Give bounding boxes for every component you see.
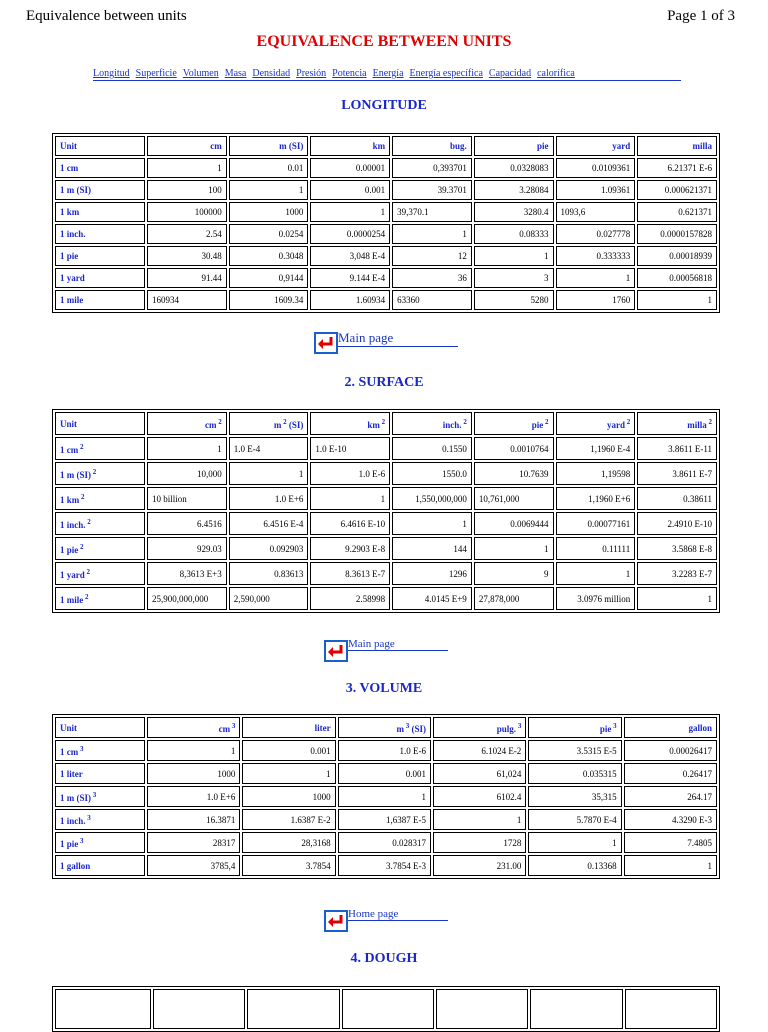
table-cell: 0.001 (310, 180, 390, 200)
table-cell: 1000 (229, 202, 309, 222)
table-cell: 1760 (556, 290, 636, 310)
table-cell: 0.092903 (229, 537, 309, 560)
table-cell: 3.28084 (474, 180, 554, 200)
table-cell: 3.2283 E-7 (637, 562, 717, 585)
table-cell: 28,3168 (242, 832, 335, 853)
table-cell: 1 (392, 224, 472, 244)
return-arrow-icon[interactable] (324, 910, 348, 932)
table-cell: 100 (147, 180, 227, 200)
home-page-link[interactable] (324, 908, 448, 932)
row-label: 1 yard (55, 268, 145, 288)
table-cell: 8,3613 E+3 (147, 562, 227, 585)
row-label: 1 mile (55, 290, 145, 310)
table-cell: 3.5868 E-8 (637, 537, 717, 560)
table-cell: 1728 (433, 832, 526, 853)
table-cell: 6.1024 E-2 (433, 740, 526, 761)
table-cell: 100000 (147, 202, 227, 222)
table-cell: 1 (392, 512, 472, 535)
column-header: yard (556, 136, 636, 156)
table-cell: 1 (147, 158, 227, 178)
main-page-link-2[interactable] (324, 638, 448, 662)
table-row (55, 562, 717, 585)
nav-link[interactable]: Longitud (93, 68, 130, 79)
table-cell: 6.21371 E-6 (637, 158, 717, 178)
table-cell: 0,9144 (229, 268, 309, 288)
row-label: 1 gallon (55, 855, 145, 876)
table-cell: 1.0 E+6 (147, 786, 240, 807)
column-header: pie $^2$ (474, 412, 554, 435)
section-title-dough: 4. DOUGH (350, 951, 418, 966)
row-label: 1 inch. $^2$ (55, 512, 145, 535)
table-header-row (55, 717, 717, 738)
table-cell: 0.83613 (229, 562, 309, 585)
table-cell: 0.333333 (556, 246, 636, 266)
table-cell: 0.1550 (392, 437, 472, 460)
table-cell: 0.00026417 (624, 740, 717, 761)
column-header: km $^2$ (310, 412, 390, 435)
table-cell: 27,878,000 (474, 587, 554, 610)
nav-link[interactable]: Superficie (135, 68, 177, 79)
nav-link[interactable]: Densidad (252, 68, 291, 79)
table-cell: 2,590,000 (229, 587, 309, 610)
column-header: yard $^2$ (556, 412, 636, 435)
table-cell: 1 (556, 562, 636, 585)
row-label: 1 mile $^2$ (55, 587, 145, 610)
table-cell: 1609.34 (229, 290, 309, 310)
table-cell: 0.028317 (338, 832, 431, 853)
table-cell: 1 (637, 290, 717, 310)
row-label: 1 cm $^3$ (55, 740, 145, 761)
table-cell: 2.54 (147, 224, 227, 244)
table-cell: 2.4910 E-10 (637, 512, 717, 535)
table-cell: 3.8611 E-7 (637, 462, 717, 485)
table-cell: 1 (474, 537, 554, 560)
table-row (55, 763, 717, 784)
document-title: Equivalence between units (26, 8, 187, 24)
column-header: liter (242, 717, 335, 738)
table-cell: 3785,4 (147, 855, 240, 876)
nav-link[interactable]: calorífica (537, 68, 575, 79)
table-cell: 0.00056818 (637, 268, 717, 288)
table-cell: 7.4805 (624, 832, 717, 853)
table-cell: 25,900,000,000 (147, 587, 227, 610)
column-header: m $^2$ (SI) (229, 412, 309, 435)
table-cell: 0.3048 (229, 246, 309, 266)
column-header: cm $^3$ (147, 717, 240, 738)
table-cell: 0.0010764 (474, 437, 554, 460)
table-cell: 1,550,000,000 (392, 487, 472, 510)
column-header: m $^3$ (SI) (338, 717, 431, 738)
table-cell: 4.0145 E+9 (392, 587, 472, 610)
main-page-label[interactable]: Main page (348, 638, 448, 651)
table-cell: 10 billion (147, 487, 227, 510)
table-cell: 10.7639 (474, 462, 554, 485)
table-cell: 9 (474, 562, 554, 585)
table-cell: 1,19598 (556, 462, 636, 485)
table-cell: 1 (229, 180, 309, 200)
table-cell: 0.0000157828 (637, 224, 717, 244)
table-cell: 0.26417 (624, 763, 717, 784)
column-header: cm (147, 136, 227, 156)
table-cell: 3,048 E-4 (310, 246, 390, 266)
table-cell: 35,315 (528, 786, 621, 807)
table-cell: 6102.4 (433, 786, 526, 807)
table-cell: 2.58998 (310, 587, 390, 610)
surface-table (52, 409, 720, 613)
table-cell: 231.00 (433, 855, 526, 876)
nav-links (93, 68, 681, 81)
table-cell: 39,370.1 (392, 202, 472, 222)
table-cell: 0.13368 (528, 855, 621, 876)
table-cell: 1,6387 E-5 (338, 809, 431, 830)
table-cell: 1 (147, 740, 240, 761)
table-cell: 5280 (474, 290, 554, 310)
table-row (55, 437, 717, 460)
table-cell: 10,761,000 (474, 487, 554, 510)
table-cell: 1 (310, 202, 390, 222)
column-header: cm $^2$ (147, 412, 227, 435)
column-header: Unit (55, 412, 145, 435)
table-cell: 6.4516 (147, 512, 227, 535)
table-cell: 12 (392, 246, 472, 266)
table-cell: 0.38611 (637, 487, 717, 510)
row-label: 1 inch. (55, 224, 145, 244)
table-cell: 0.00018939 (637, 246, 717, 266)
nav-link[interactable]: Energía (372, 68, 404, 79)
section-title-longitude: LONGITUDE (341, 98, 427, 113)
table-cell: 3.7854 E-3 (338, 855, 431, 876)
table-row (55, 268, 717, 288)
table-row (55, 462, 717, 485)
table-cell: 61,024 (433, 763, 526, 784)
table-cell: 28317 (147, 832, 240, 853)
nav-link[interactable]: Potencia (332, 68, 367, 79)
table-cell: 3.8611 E-11 (637, 437, 717, 460)
table-row (55, 246, 717, 266)
table-row (55, 487, 717, 510)
table-cell: 16.3871 (147, 809, 240, 830)
page-header (26, 8, 735, 25)
table-cell: 1.09361 (556, 180, 636, 200)
table-cell: 1.6387 E-2 (242, 809, 335, 830)
table-cell: 1.60934 (310, 290, 390, 310)
table-cell: 1 (147, 437, 227, 460)
table-row (55, 512, 717, 535)
table-cell: 91.44 (147, 268, 227, 288)
table-cell: 1 (556, 268, 636, 288)
table-cell: 0.000621371 (637, 180, 717, 200)
section-title-volume: 3. VOLUME (345, 681, 423, 696)
table-cell: 0.001 (242, 740, 335, 761)
table-row (55, 180, 717, 200)
table-cell: 1 (528, 832, 621, 853)
table-header-row (55, 136, 717, 156)
table-cell: 6.4616 E-10 (310, 512, 390, 535)
table-header-row (55, 412, 717, 435)
table-row (55, 855, 717, 876)
table-cell: 36 (392, 268, 472, 288)
nav-link[interactable]: Masa (224, 68, 247, 79)
volume-table (52, 714, 720, 879)
table-cell: 3.5315 E-5 (528, 740, 621, 761)
column-header: pie $^3$ (528, 717, 621, 738)
column-header: Unit (55, 136, 145, 156)
table-cell: 1,1960 E+6 (556, 487, 636, 510)
longitude-table (52, 133, 720, 313)
table-cell: 1.0 E-6 (338, 740, 431, 761)
table-cell: 3.0976 million (556, 587, 636, 610)
column-header: m (SI) (229, 136, 309, 156)
table-cell: 0.027778 (556, 224, 636, 244)
table-cell: 0.0109361 (556, 158, 636, 178)
table-cell: 1,1960 E-4 (556, 437, 636, 460)
table-row (55, 786, 717, 807)
table-row (55, 202, 717, 222)
table-cell: 1 (242, 763, 335, 784)
table-cell: 0.0069444 (474, 512, 554, 535)
table-row (55, 537, 717, 560)
row-label: 1 m (SI) $^2$ (55, 462, 145, 485)
home-page-label[interactable]: Home page (348, 908, 448, 921)
dough-table (52, 986, 720, 1032)
row-label: 1 km $^2$ (55, 487, 145, 510)
table-cell: 5.7870 E-4 (528, 809, 621, 830)
table-cell: 9.2903 E-8 (310, 537, 390, 560)
table-cell: 1.0 E+6 (229, 487, 309, 510)
table-cell: 3.7854 (242, 855, 335, 876)
column-header: inch. $^2$ (392, 412, 472, 435)
column-header: km (310, 136, 390, 156)
table-row (55, 740, 717, 761)
table-cell: 0.0328083 (474, 158, 554, 178)
table-cell: 6.4516 E-4 (229, 512, 309, 535)
table-cell: 1 (229, 462, 309, 485)
table-cell: 1 (474, 246, 554, 266)
table-cell: 1550.0 (392, 462, 472, 485)
table-cell: 0,393701 (392, 158, 472, 178)
table-cell: 3 (474, 268, 554, 288)
table-cell: 30.48 (147, 246, 227, 266)
table-row (55, 809, 717, 830)
table-cell: 3280.4 (474, 202, 554, 222)
return-arrow-icon[interactable] (314, 332, 338, 354)
table-cell: 1 (637, 587, 717, 610)
column-header: pulg. $^3$ (433, 717, 526, 738)
table-cell: 1 (433, 809, 526, 830)
main-page-link-1[interactable] (314, 330, 458, 354)
table-cell: 264.17 (624, 786, 717, 807)
nav-link[interactable]: Capacidad (488, 68, 532, 79)
nav-link[interactable]: Presión (296, 68, 327, 79)
table-cell: 0.01 (229, 158, 309, 178)
table-cell: 0.00001 (310, 158, 390, 178)
column-header: milla (637, 136, 717, 156)
table-cell: 1 (310, 487, 390, 510)
row-label: 1 liter (55, 763, 145, 784)
table-row (55, 587, 717, 610)
table-row (55, 832, 717, 853)
table-cell: 8.3613 E-7 (310, 562, 390, 585)
table-row (55, 158, 717, 178)
table-cell: 1 (624, 855, 717, 876)
table-cell: 9.144 E-4 (310, 268, 390, 288)
column-header: milla $^2$ (637, 412, 717, 435)
table-cell: 0.035315 (528, 763, 621, 784)
table-cell: 160934 (147, 290, 227, 310)
return-arrow-icon[interactable] (324, 640, 348, 662)
table-cell: 1.0 E-10 (310, 437, 390, 460)
table-cell: 0.621371 (637, 202, 717, 222)
table-cell: 1000 (242, 786, 335, 807)
table-cell: 1296 (392, 562, 472, 585)
table-cell: 10,000 (147, 462, 227, 485)
page-number: Page 1 of 3 (667, 8, 735, 24)
row-label: 1 inch. $^3$ (55, 809, 145, 830)
nav-link[interactable]: Volumen (182, 68, 219, 79)
nav-link[interactable]: Energía específica (409, 68, 483, 79)
row-label: 1 km (55, 202, 145, 222)
table-cell: 0.0000254 (310, 224, 390, 244)
table-cell: 63360 (392, 290, 472, 310)
table-cell: 1000 (147, 763, 240, 784)
table-cell: 0.001 (338, 763, 431, 784)
table-cell: 929.03 (147, 537, 227, 560)
table-cell: 0.0254 (229, 224, 309, 244)
table-cell: 1093,6 (556, 202, 636, 222)
table-cell: 39.3701 (392, 180, 472, 200)
page-title: EQUIVALENCE BETWEEN UNITS (256, 33, 512, 50)
table-row (55, 224, 717, 244)
column-header: bug. (392, 136, 472, 156)
column-header: Unit (55, 717, 145, 738)
row-label: 1 m (SI) $^3$ (55, 786, 145, 807)
column-header: gallon (624, 717, 717, 738)
row-label: 1 pie (55, 246, 145, 266)
table-row (55, 290, 717, 310)
row-label: 1 pie $^3$ (55, 832, 145, 853)
main-page-label[interactable]: Main page (338, 330, 458, 347)
table-cell: 1.0 E-6 (310, 462, 390, 485)
row-label: 1 cm $^2$ (55, 437, 145, 460)
table-cell: 1.0 E-4 (229, 437, 309, 460)
table-cell: 0.00077161 (556, 512, 636, 535)
row-label: 1 pie $^2$ (55, 537, 145, 560)
column-header: pie (474, 136, 554, 156)
table-cell: 0.11111 (556, 537, 636, 560)
row-label: 1 m (SI) (55, 180, 145, 200)
table-cell: 4.3290 E-3 (624, 809, 717, 830)
table-cell: 144 (392, 537, 472, 560)
table-cell: 0.08333 (474, 224, 554, 244)
row-label: 1 yard $^2$ (55, 562, 145, 585)
row-label: 1 cm (55, 158, 145, 178)
section-title-surface: 2. SURFACE (344, 375, 424, 390)
table-cell: 1 (338, 786, 431, 807)
